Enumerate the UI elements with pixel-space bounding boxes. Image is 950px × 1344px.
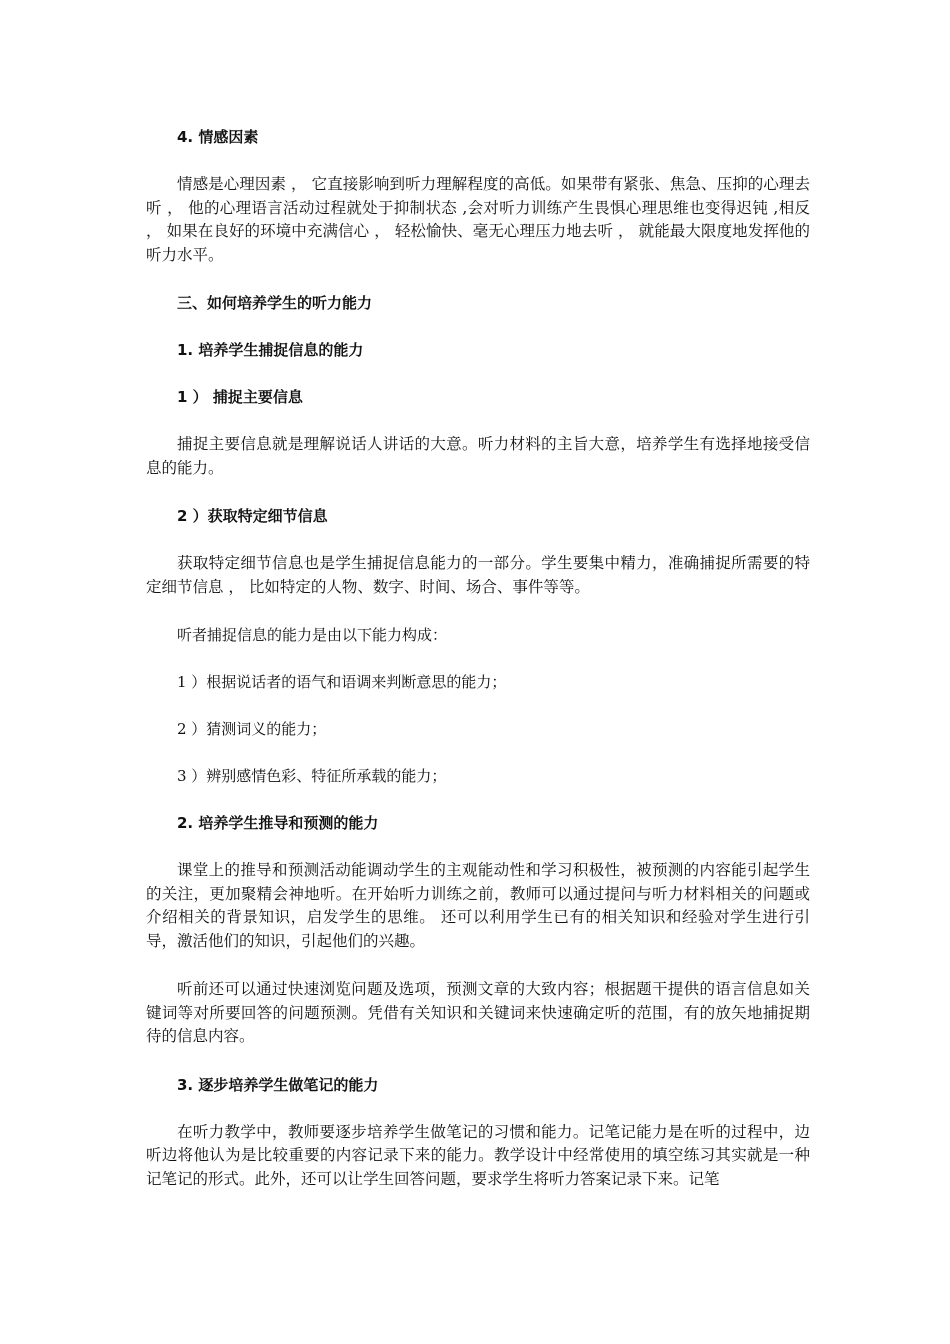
heading-note-taking: 3. 逐步培养学生做笔记的能力	[177, 1075, 379, 1094]
heading-emotional-factors: 4. 情感因素	[177, 128, 259, 146]
text-ability-composition: 听者捕捉信息的能力是由以下能力构成：	[177, 626, 448, 644]
document-page	[146, 126, 810, 1216]
paragraph-inference-1: 课堂上的推导和预测活动能调动学生的主观能动性和学习积极性，被预测的内容能引起学生的关注，更加聚精会神地听。在开始听力训练之前，教师可以通过提问与听力材料相关的问题或介绍相关的背景知识，启发学生的思维。 还可以利用学生已有的相关知识和经验对学生进行引导，激活他们的知识，引起他们的兴趣。	[146, 861, 810, 950]
paragraph-main-info: 捕捉主要信息就是理解说话人讲话的大意。听力材料的主旨大意，培养学生有选择地接受信息的能力。	[146, 435, 810, 477]
heading-main-info: 1 ） 捕捉主要信息	[177, 388, 303, 406]
list-item-emotion: 3 ）辨别感情色彩、特征所承载的能力；	[177, 767, 447, 785]
heading-inference-prediction: 2. 培养学生推导和预测的能力	[177, 814, 379, 832]
list-item-guess-words: 2 ）猜测词义的能力；	[177, 720, 327, 738]
paragraph-inference-2: 听前还可以通过快速浏览问题及选项，预测文章的大致内容；根据题干提供的语言信息如关键词等对所要回答的问题预测。凭借有关知识和关键词来快速确定听的范围，有的放矢地捕捉期待的信息内容。	[146, 980, 810, 1045]
heading-detail-info: 2 ）获取特定细节信息	[177, 507, 328, 525]
paragraph-detail-info: 获取特定细节信息也是学生捕捉信息能力的一部分。学生要集中精力，准确捕捉所需要的特定细节信息 ， 比如特定的人物、数字、时间、场合、事件等等。	[146, 554, 810, 596]
heading-capture-info: 1. 培养学生捕捉信息的能力	[177, 341, 364, 359]
list-item-tone: 1 ）根据说话者的语气和语调来判断意思的能力；	[177, 673, 507, 691]
heading-section-three: 三、如何培养学生的听力能力	[177, 294, 373, 312]
paragraph-note-taking: 在听力教学中，教师要逐步培养学生做笔记的习惯和能力。记笔记能力是在听的过程中，边听边将他认为是比较重要的内容记录下来的能力。教学设计中经常使用的填空练习其实就是一种记笔记的形式。此外，还可以让学生回答问题，要求学生将听力答案记录下来。记笔	[146, 1122, 810, 1188]
paragraph-emotional-factors: 情感是心理因素 ， 它直接影响到听力理解程度的高低。如果带有紧张、焦急、压抑的心理去听 ， 他的心理语言活动过程就处于抑制状态 ,会对听力训练产生畏惧心理思维也变得迟钝 ,相反 ， 如果在良好的环境中充满信心 ， 轻松愉快、毫无心理压力地去听 ， 就能最大限度地发挥他的听力水平。	[146, 175, 810, 264]
